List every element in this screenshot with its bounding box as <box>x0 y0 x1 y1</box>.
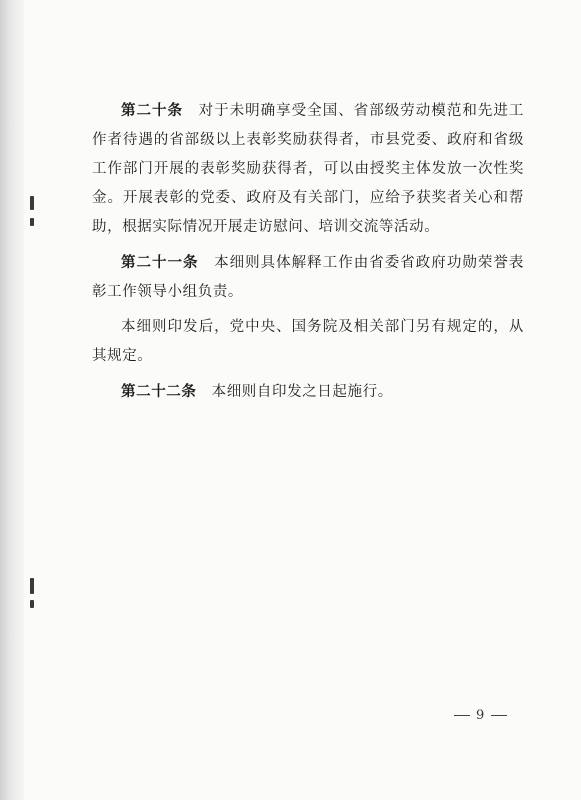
page-number-value: 9 <box>476 708 486 723</box>
page-number <box>448 708 513 723</box>
article-text: 本细则印发后，党中央、国务院及相关部门另有规定的，从其规定。 <box>92 319 524 364</box>
binding-mark <box>30 600 34 608</box>
binding-mark <box>30 578 34 594</box>
article-text: 本细则具体解释工作由省委省政府功勋荣誉表彰工作领导小组负责。 <box>92 255 524 300</box>
dash-right <box>491 715 507 716</box>
article-text: 本细则自印发之日起施行。 <box>211 384 393 400</box>
scan-edge-shadow <box>0 0 24 800</box>
article-heading: 第二十二条 <box>121 383 197 400</box>
dash-left <box>454 715 470 716</box>
article-heading: 第二十一条 <box>121 254 199 271</box>
binding-mark <box>30 196 34 210</box>
article-20 <box>92 96 524 242</box>
supplementary-paragraph <box>92 313 524 371</box>
article-heading: 第二十条 <box>121 102 184 119</box>
binding-mark <box>30 218 34 226</box>
document-body <box>92 96 524 413</box>
article-21 <box>92 248 524 307</box>
article-22 <box>92 377 524 407</box>
article-text: 对于未明确享受全国、省部级劳动模范和先进工作者待遇的省部级以上表彰奖励获得者，市县党委、政府和省级工作部门开展的表彰奖励获得者，可以由授奖主体发放一次性奖金。开展表彰的党委、政府及有关部门，应给予获奖者关心和帮助，根据实际情况开展走访慰问、培训交流等活动。 <box>92 103 524 235</box>
